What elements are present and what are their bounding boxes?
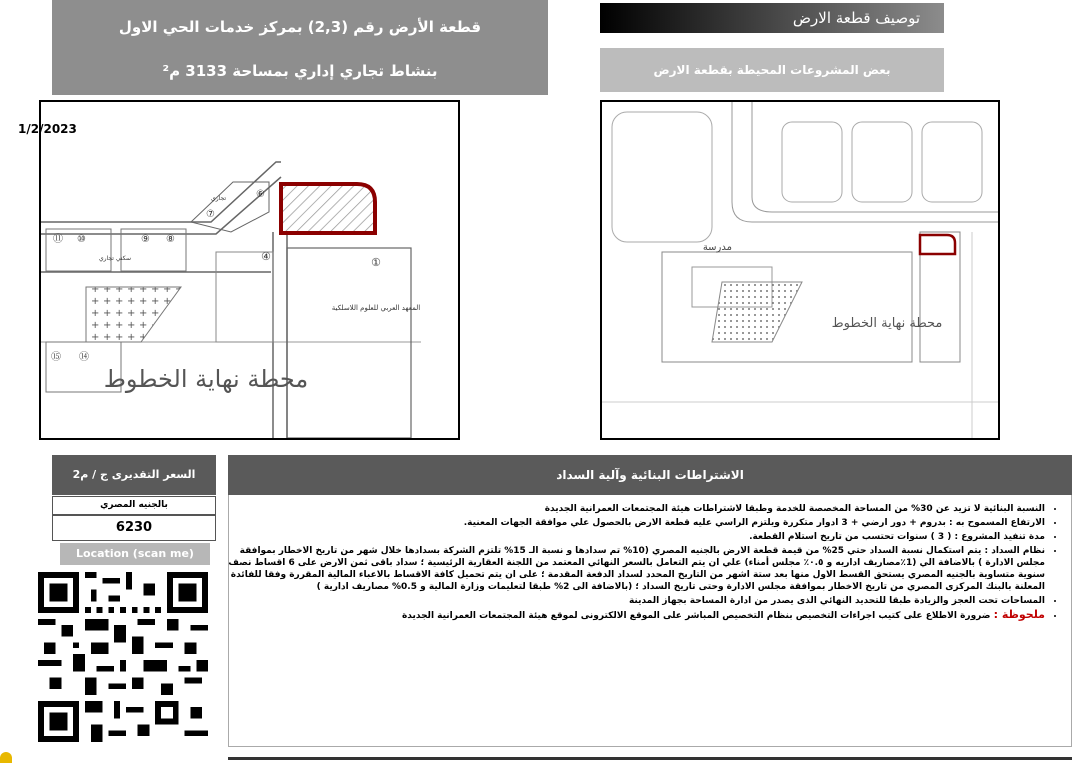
condition-item: • النسبة البنائية لا تزيد عن 30% من المساحة المخصصة للخدمة وطبقا لاشتراطات هيئة المجتمعات العمرانية الجديدة: [225, 503, 1045, 515]
plot-number-15: ⑮: [51, 352, 61, 363]
label-terminal-small: محطة نهاية الخطوط: [831, 316, 943, 331]
plot-number-9: ⑨: [141, 234, 150, 245]
conditions-header: الاشتراطات البنائية وآلية السداد: [228, 455, 1072, 495]
location-label: Location (scan me): [60, 543, 210, 565]
surrounding-projects-map: [600, 100, 1000, 440]
label-residential-commercial: سكني تجاري: [98, 255, 131, 262]
label-commercial: تجاري: [211, 195, 226, 202]
note-text: ضرورة الاطلاع على كتيب اجراءات التخصيص بنظام التخصيص المباشر على الموقع الالكترونى لموقع هيئة المجتمعات العمرانية الجديدة: [401, 611, 991, 621]
description-header: توصيف قطعة الارض: [600, 3, 944, 33]
condition-item: • مدة تنفيذ المشروع : ( 3 ) سنوات تحتسب من تاريخ استلام القطعة.: [225, 531, 1045, 543]
plot-number-4: ④: [261, 250, 271, 263]
label-institute: المعهد العربي للعلوم اللاسلكية: [331, 304, 421, 312]
condition-item: • المساحات تحت العجز والزيادة طبقا للتحديد النهائي الذى يصدر من ادارة المساحة بجهاز المدينة: [225, 595, 1045, 607]
plot-number-10: ⑩: [77, 234, 86, 245]
footer-divider: [228, 757, 1072, 760]
plot-number-11: ⑪: [53, 234, 63, 245]
title-line-2: بنشاط تجاري إداري بمساحة 3133 م²: [162, 62, 438, 80]
label-school: مدرسة: [702, 242, 732, 253]
corner-ornament: [0, 752, 12, 763]
plot-number-7: ⑦: [206, 209, 215, 220]
condition-item: • الارتفاع المسموح به : بدروم + دور ارضي + 3 ادوار متكررة ويلتزم الراسي عليه قطعة الارض بالحصول علي موافقة الجهات المعنية.: [225, 517, 1045, 529]
price-header: السعر التقديرى ج / م2: [52, 455, 216, 495]
conditions-panel: [228, 495, 1072, 747]
condition-item: • نظام السداد : يتم استكمال نسبة السداد حتي 25% من قيمة قطعة الارض بالجنيه المصري (10% تم سدادها و نسبة الـ 15% تلتزم الشركة بسدادها خلال شهر من تاريخ الاخطار بموافقة مجلس الادارة ) بالاضافة الي (1٪مصاريف اداريه و ٠.٥٪ مجلس أمناء) علي ان يتم التعامل بالسعر النهائي المعتمد من اللجنة العقارية الرئيسية ؛ سداد باقى ثمن الارض على 6 اقساط نصف سنوية متساوية بالجنيه المصري يستحق القسط الاول منها بعد ستة اشهر من التاريخ المحدد لسداد الدفعة المقدمة ؛ على ان يتم تحميل كافة الاقساط بالاعباء المالية المقررة وفقا للفائدة المعلنة بالبنك المركزى المصري من تاريخ الاخطار بموافقة مجلس الادارة وحتى تاريخ السداد ؛ (بالاضافة الى 2% طبقا لتعليمات وزارة المالية و 0.5% مصاريف ادارية ): [225, 545, 1045, 593]
description-subheader: بعض المشروعات المحيطة بقطعة الارض: [600, 48, 944, 92]
price-value: 6230: [52, 515, 216, 541]
plot-number-6: ⑥: [256, 189, 265, 200]
note-label: ملحوظة :: [993, 608, 1045, 621]
title-line-1: قطعة الأرض رقم (2,3) بمركز خدمات الحي الاول: [118, 18, 482, 36]
location-qr-code[interactable]: [38, 572, 208, 742]
site-plan-drawing: [41, 102, 458, 438]
label-terminal: محطة نهاية الخطوط: [103, 365, 309, 393]
plot-number-14: ⑭: [79, 352, 89, 363]
date-label: 1/2/2023: [18, 122, 77, 136]
surrounding-projects-drawing: [602, 102, 998, 438]
note-item: [225, 609, 1045, 622]
price-currency: بالجنيه المصري: [52, 496, 216, 515]
target-plot: [281, 184, 375, 233]
title-banner: [52, 0, 548, 95]
plot-number-8: ⑧: [166, 234, 175, 245]
plot-number-1: ①: [371, 256, 381, 269]
qr-code-graphic: [38, 572, 208, 742]
site-plan-map: [39, 100, 460, 440]
conditions-list: [225, 503, 1059, 624]
target-plot-small: [920, 235, 955, 254]
